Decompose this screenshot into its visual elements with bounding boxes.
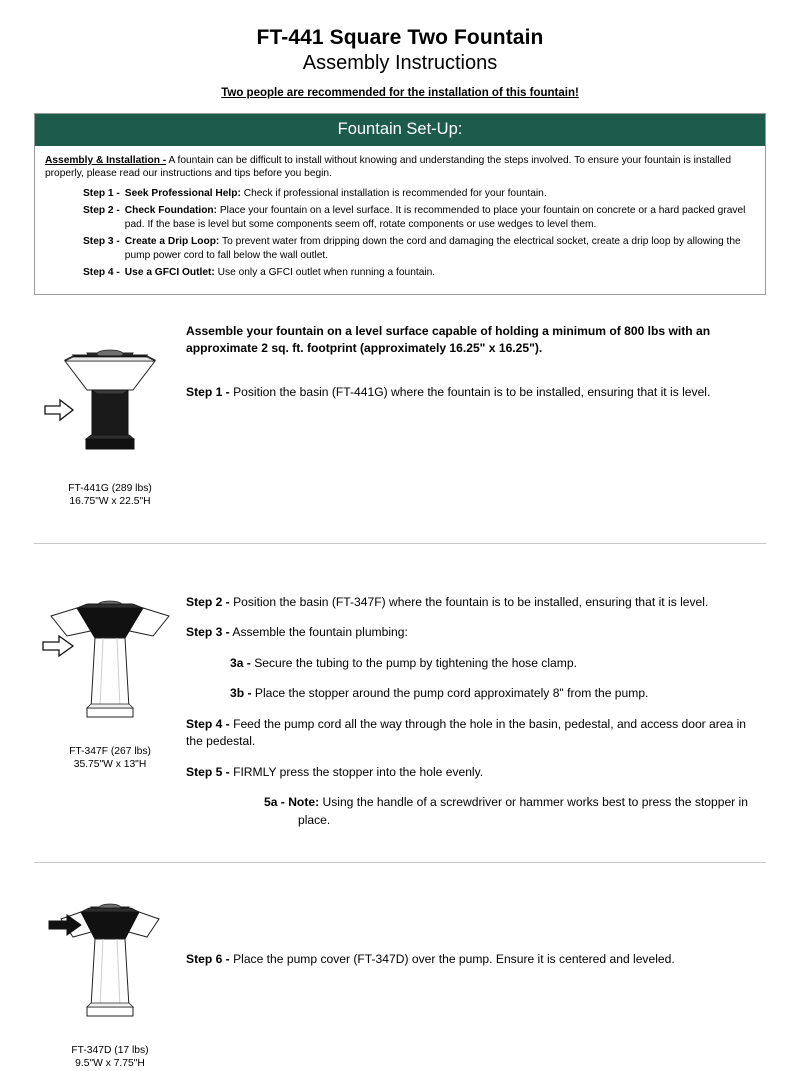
section2-step4-label: Step 4 - — [186, 716, 230, 731]
section2-step2-label: Step 2 - — [186, 594, 230, 609]
section3-step6-label: Step 6 - — [186, 951, 230, 966]
section2-step5-text: FIRMLY press the stopper into the hole evenly. — [233, 764, 484, 779]
section-step1 — [34, 321, 766, 517]
figure-caption-line1: FT-347F (267 lbs) — [69, 745, 151, 757]
fountain-basin-diagram-icon — [37, 327, 183, 473]
section2-step5 — [186, 764, 760, 782]
setup-step-text — [125, 235, 755, 262]
figure-ft347f — [34, 580, 186, 772]
page-title: FT-441 Square Two Fountain — [256, 26, 544, 49]
setup-step-text — [125, 204, 755, 231]
section2-step3-text: Assemble the fountain plumbing: — [232, 625, 408, 640]
setup-step-text — [125, 187, 755, 200]
setup-step-bold: Use a GFCI Outlet: — [124, 267, 215, 279]
page-subtitle: Assembly Instructions — [302, 52, 498, 74]
fountain-setup-heading: Fountain Set-Up: — [35, 114, 765, 146]
section1-step1-text: Position the basin (FT-441G) where the fountain is to be installed, ensuring that it is level. — [233, 384, 711, 399]
figure-ft347d — [34, 889, 186, 1071]
setup-step-item — [45, 235, 755, 262]
setup-step-item — [45, 204, 755, 231]
section-divider-2 — [34, 862, 766, 863]
setup-step-number: Step 4 - — [83, 267, 120, 279]
setup-step-text — [125, 266, 755, 279]
setup-step-body: Place your fountain on a level surface. It is recommended to place your fountain on concrete or a hard packed gravel pad. If the base is level but some components seem off, rotate components or use wedges to level them. — [124, 205, 746, 230]
figure-caption-line1: FT-347D (17 lbs) — [71, 1044, 149, 1056]
figure-caption-ft441g — [34, 482, 186, 509]
section2-step3b-text: Place the stopper around the pump cord approximately 8" from the pump. — [254, 686, 649, 701]
section-steps2-5 — [34, 580, 766, 836]
section2-step5a-text: Using the handle of a screwdriver or hammer works best to press the stopper in — [322, 795, 748, 810]
section1-text — [186, 321, 766, 402]
setup-intro-text: A fountain can be difficult to install without knowing and understanding the steps involved. To ensure your fountain is installed properly, please read our instructions and tips before you begin. — [45, 155, 731, 180]
setup-step-number: Step 1 - — [83, 187, 120, 199]
section2-step3a-label: 3a - — [230, 655, 251, 670]
figure-caption-ft347d — [34, 1044, 186, 1071]
figure-caption-line2: 9.5"W x 7.75"H — [75, 1058, 145, 1070]
fountain-setup-panel — [34, 113, 766, 295]
setup-intro-label: Assembly & Installation - — [45, 155, 167, 166]
section2-step3b-label: 3b - — [230, 686, 252, 701]
section2-step3b — [186, 685, 760, 703]
section2-step3-label: Step 3 - — [186, 625, 230, 640]
installation-warning: Two people are recommended for the installation of this fountain! — [221, 87, 579, 99]
section1-intro: Assemble your fountain on a level surface capable of holding a minimum of 800 lbs with an approximate 2 sq. ft. footprint (approximately 16.25" x 16.25"). — [186, 323, 711, 356]
figure-ft441g — [34, 321, 186, 509]
section2-step5a — [186, 794, 760, 829]
section3-step6-text: Place the pump cover (FT-347D) over the pump. Ensure it is centered and leveled. — [233, 951, 675, 966]
section2-step5a-label: 5a - Note: — [264, 795, 320, 810]
setup-step-body: Use only a GFCI outlet when running a fountain. — [217, 267, 436, 279]
section2-step3 — [186, 624, 760, 642]
setup-step-bold: Check Foundation: — [124, 205, 218, 217]
setup-step-item — [45, 266, 755, 279]
figure-caption-line1: FT-441G (289 lbs) — [68, 482, 152, 494]
setup-step-item — [45, 187, 755, 200]
figure-caption-line2: 35.75"W x 13"H — [73, 759, 147, 771]
figure-caption-ft347f — [34, 745, 186, 772]
section1-step1 — [186, 384, 760, 402]
section2-step3a-text: Secure the tubing to the pump by tightening the hose clamp. — [254, 655, 577, 670]
section2-step5-label: Step 5 - — [186, 764, 230, 779]
section3-step6 — [186, 951, 760, 969]
setup-step-bold: Create a Drip Loop: — [124, 236, 220, 248]
fountain-setup-body — [35, 146, 765, 294]
section2-step2-text: Position the basin (FT-347F) where the fountain is to be installed, ensuring that it is level. — [233, 594, 709, 609]
section-step6 — [34, 889, 766, 1071]
setup-step-number: Step 2 - — [83, 205, 120, 217]
section2-text — [186, 580, 766, 830]
section2-step4-text: Feed the pump cord all the way through the hole in the basin, pedestal, and access door area in the pedestal. — [186, 716, 747, 749]
section-divider-1 — [34, 543, 766, 544]
section2-step5a-text-continued: place. — [298, 812, 331, 827]
setup-step-list — [45, 187, 755, 280]
pump-cover-diagram-icon — [37, 895, 183, 1035]
section2-step4 — [186, 716, 760, 751]
setup-step-bold: Seek Professional Help: — [124, 187, 241, 199]
section2-step3a — [186, 655, 760, 673]
fountain-pedestal-diagram-icon — [37, 586, 183, 736]
setup-step-number: Step 3 - — [83, 236, 120, 248]
setup-step-body: To prevent water from dripping down the cord and damaging the electrical socket, create a drip loop by allowing the pump power cord to fall below the wall outlet. — [124, 236, 741, 261]
figure-caption-line2: 16.75"W x 22.5"H — [69, 496, 151, 508]
setup-step-body: Check if professional installation is recommended for your fountain. — [243, 187, 547, 199]
section2-step2 — [186, 594, 760, 612]
setup-intro-paragraph — [45, 154, 755, 181]
section3-text — [186, 889, 766, 969]
section1-step1-label: Step 1 - — [186, 384, 230, 399]
